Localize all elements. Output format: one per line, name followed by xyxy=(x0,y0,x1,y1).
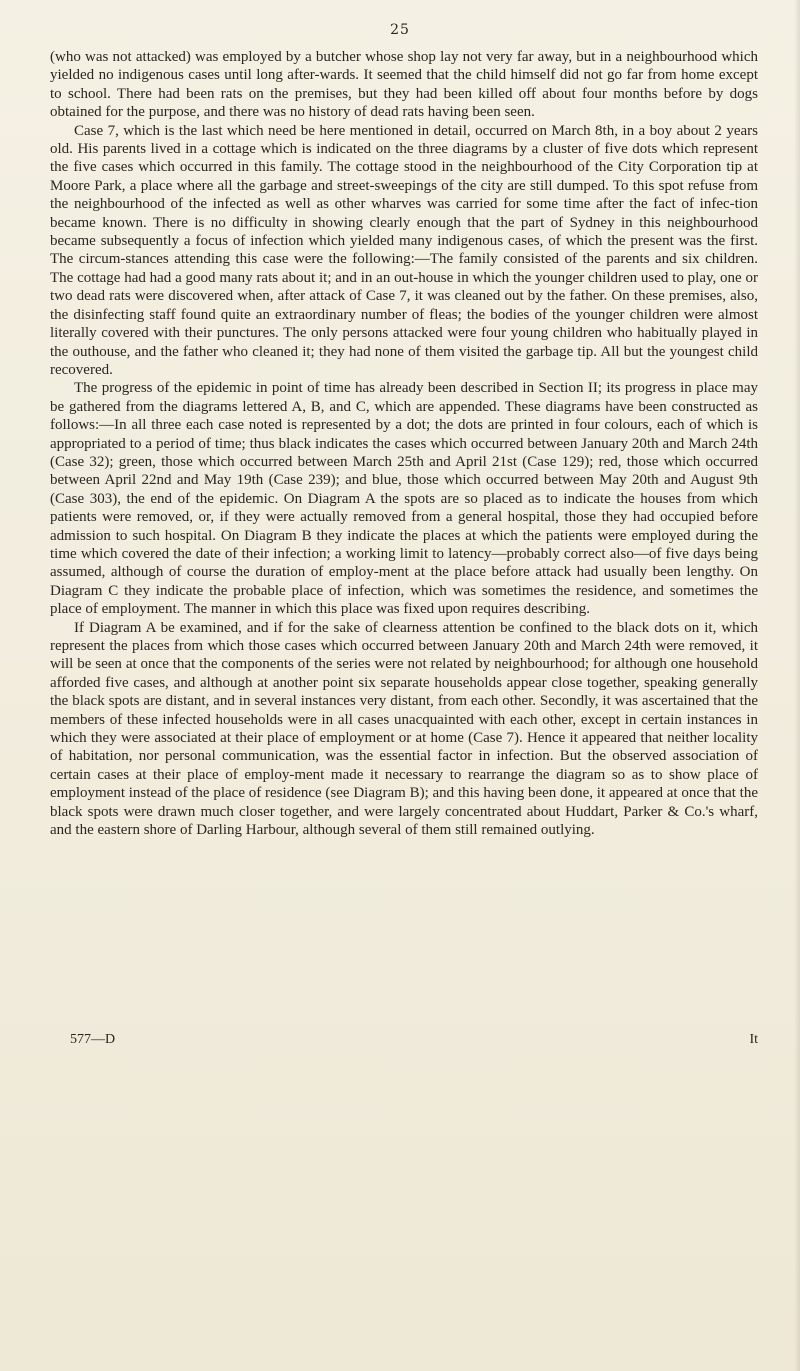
printer-signature: 577—D xyxy=(70,1032,116,1047)
page-footer xyxy=(50,1032,758,1048)
paragraph-4: If Diagram A be examined, and if for the sake of clearness attention be confined to the black dots on it, which represent the places from which those cases which occurred between January 20th and March 24th were removed, it will be seen at once that the components of the series were not related by neighbourhood; for although one household afforded five cases, and although at another point six separate households appear close together, speaking generally the black spots are distant, and in several instances very distant, from each other. Secondly, it was ascertained that the members of these infected households were in all cases unacquainted with each other, except in certain instances in which they were associated at their place of employment or at home (Case 7). Hence it appeared that neither locality of habitation, nor personal communication, was the essential factor in infection. But the observed association of certain cases at their place of employ-ment made it necessary to rearrange the diagram so as to show place of employment instead of the place of residence (see Diagram B); and this having been done, it appeared at once that the black spots were drawn much closer together, and were largely concentrated about Huddart, Parker & Co.'s wharf, and the eastern shore of Darling Harbour, although several of them still remained outlying. xyxy=(50,619,758,839)
body-text xyxy=(50,48,758,839)
page-number: 25 xyxy=(390,22,410,38)
paragraph-2: Case 7, which is the last which need be here mentioned in detail, occurred on March 8th, in a boy about 2 years old. His parents lived in a cottage which is indicated on the three diagrams by a cluster of five dots which represent the five cases which occurred in this family. The cottage stood in the neighbourhood of the City Corporation tip at Moore Park, a place where all the garbage and street-sweepings of the city are still dumped. To this spot refuse from the neighbourhood of the infected as well as other wharves was carried for some time after the fact of infec-tion became known. There is no difficulty in showing clearly enough that the part of Sydney in this neighbourhood became subsequently a focus of infection which yielded many indigenous cases, of which the present was the first. The circum-stances attending this case were the following:—The family consisted of the parents and six children. The cottage had had a good many rats about it; and in an out-house in which the younger children used to play, one or two dead rats were discovered when, after attack of Case 7, it was cleaned out by the father. On these premises, also, the disinfecting staff found quite an extraordinary number of fleas; the bodies of the younger children were almost literally covered with their punctures. The only persons attacked were four young children who habitually played in the outhouse, and the father who cleaned it; they had none of them visited the garbage tip. All but the youngest child recovered. xyxy=(50,122,758,378)
page-edge-shadow xyxy=(794,0,800,1371)
catchword: It xyxy=(749,1032,758,1047)
paragraph-1: (who was not attacked) was employed by a butcher whose shop lay not very far away, but in a neighbourhood which yielded no indigenous cases until long after-wards. It seemed that the child himself did not go far from home except to school. There had been rats on the premises, but they had been killed off about four months before by dogs obtained for the purpose, and there was no history of dead rats having been seen. xyxy=(50,49,758,121)
paragraph-3: The progress of the epidemic in point of time has already been described in Section II; its progress in place may be gathered from the diagrams lettered A, B, and C, which are appended. These diagrams have been constructed as follows:—In all three each case noted is represented by a dot; the dots are printed in four colours, each of which is appropriated to a period of time; thus black indicates the cases which occurred between January 20th and March 24th (Case 32); green, those which occurred between March 25th and April 21st (Case 129); red, those which occurred between April 22nd and May 19th (Case 239); and blue, those which occurred between May 20th and August 9th (Case 303), the end of the epidemic. On Diagram A the spots are so placed as to indicate the houses from which patients were removed, or, if they were actually removed from a general hospital, those they had occupied before admission to such hospital. On Diagram B they indicate the places at which the patients were employed during the time which covered the date of their infection; a working limit to latency—probably correct also—of five days being assumed, although of course the duration of employ-ment at the place before attack had usually been lengthy. On Diagram C they indicate the probable place of infection, which was sometimes the residence, and sometimes the place of employment. The manner in which this place was fixed upon requires describing. xyxy=(50,380,758,618)
